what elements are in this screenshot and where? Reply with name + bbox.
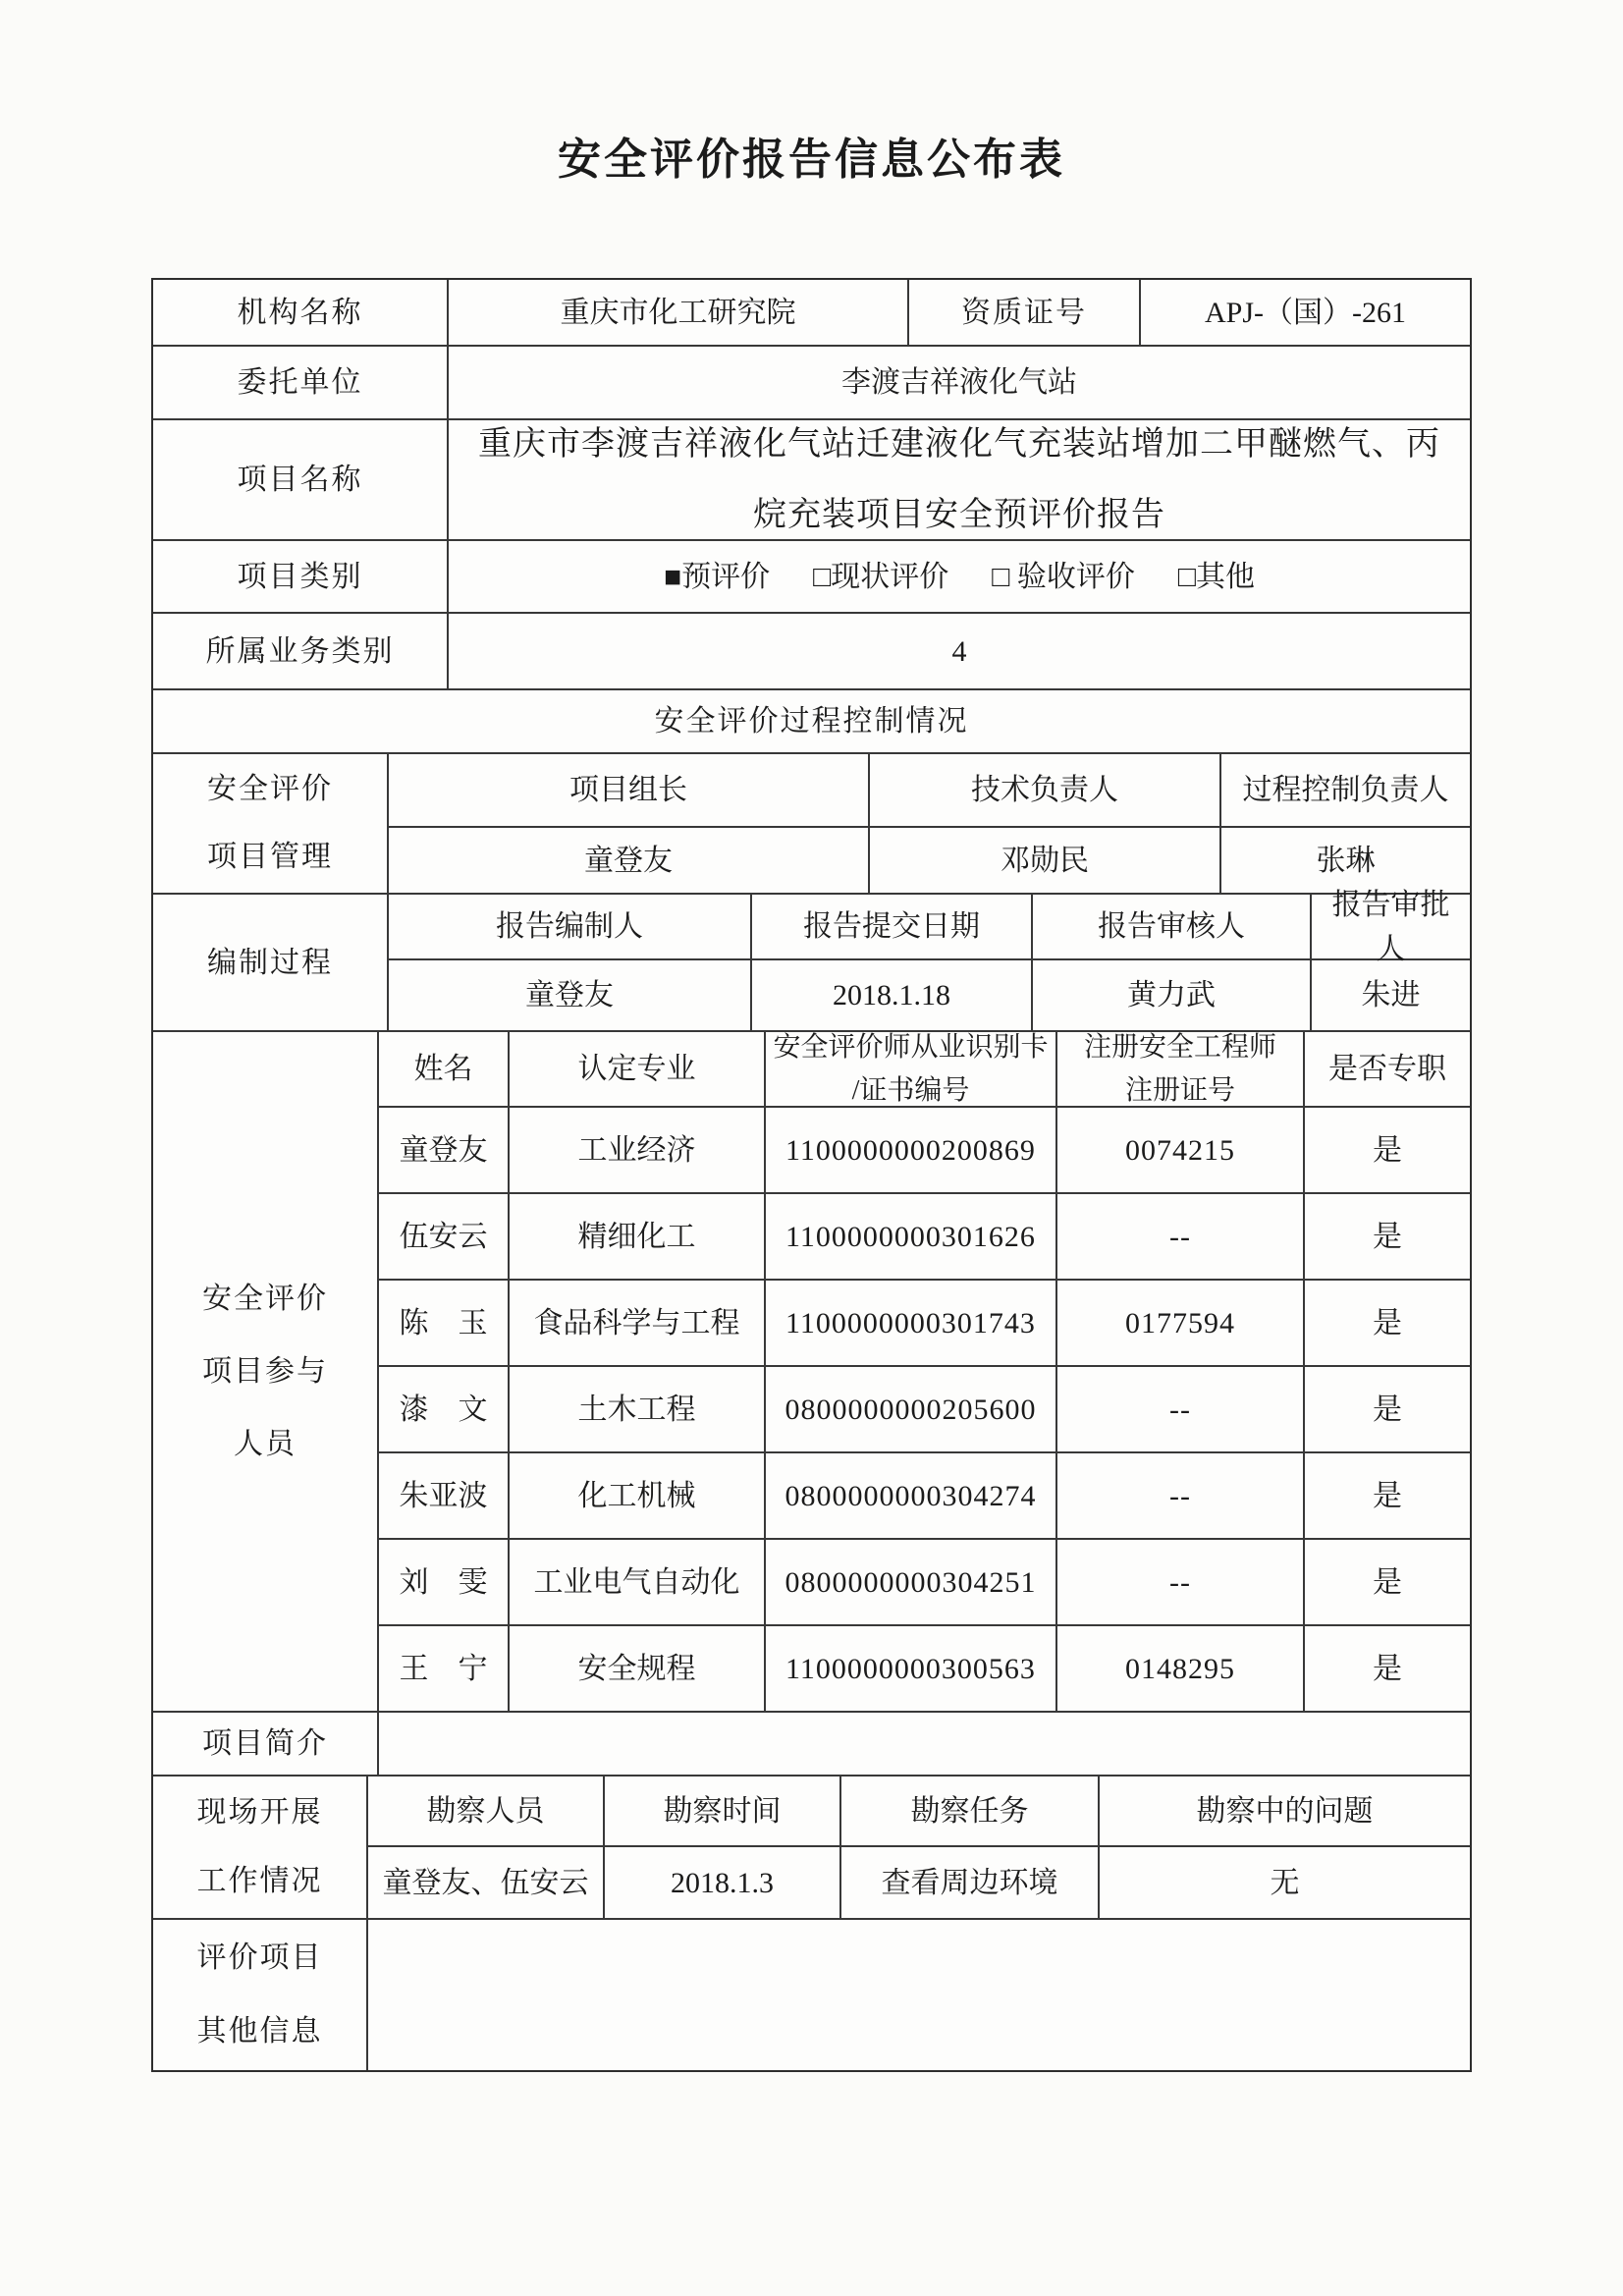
process-control-lead-header: 过程控制负责人 (1221, 754, 1470, 828)
checkbox-option-acceptance-eval: □ 验收评价 (992, 560, 1135, 593)
site-work-header-row (368, 1777, 1470, 1847)
other-info-row (153, 1920, 1470, 2070)
other-info-label: 评价项目 其他信息 (153, 1920, 368, 2070)
col-name-header: 姓名 (379, 1032, 510, 1108)
participant-card-no: 1100000000200869 (766, 1108, 1057, 1194)
org-row (153, 280, 1470, 347)
participant-row (379, 1108, 1470, 1194)
participant-row (379, 1281, 1470, 1367)
site-work-value-row (368, 1847, 1470, 1920)
compilation-label: 编制过程 (153, 895, 389, 1032)
management-header-row (389, 754, 1470, 828)
participant-name: 刘 雯 (379, 1540, 510, 1626)
project-name-label: 项目名称 (153, 420, 449, 541)
participants-header-row (379, 1032, 1470, 1108)
participant-major: 工业电气自动化 (510, 1540, 766, 1626)
page-title: 安全评价报告信息公布表 (558, 136, 1065, 184)
survey-issues-header: 勘察中的问题 (1100, 1777, 1470, 1847)
compilation-value-row (389, 960, 1470, 1032)
participant-fulltime: 是 (1305, 1194, 1470, 1281)
submit-date-header: 报告提交日期 (752, 895, 1033, 960)
category-label: 项目类别 (153, 541, 449, 614)
summary-label: 项目简介 (153, 1713, 379, 1777)
survey-task-value: 查看周边环境 (841, 1847, 1100, 1920)
reviewer-value: 黄力武 (1033, 960, 1312, 1032)
tech-lead-value: 邓勋民 (870, 828, 1221, 895)
participant-major: 土木工程 (510, 1367, 766, 1453)
participant-reg-no: -- (1057, 1540, 1305, 1626)
approver-value: 朱进 (1312, 960, 1470, 1032)
participant-fulltime: 是 (1305, 1453, 1470, 1540)
project-name-row (153, 420, 1470, 541)
business-type-row (153, 614, 1470, 690)
checkbox-option-other: □其他 (1177, 560, 1255, 593)
participant-card-no: 0800000000205600 (766, 1367, 1057, 1453)
participant-major: 食品科学与工程 (510, 1281, 766, 1367)
participant-card-no: 1100000000300563 (766, 1626, 1057, 1713)
col-card-header: 安全评价师从业识别卡 /证书编号 (766, 1032, 1057, 1108)
participant-card-no: 1100000000301626 (766, 1194, 1057, 1281)
participant-major: 化工机械 (510, 1453, 766, 1540)
process-control-section-title: 安全评价过程控制情况 (153, 690, 1470, 754)
checkbox-option-pre-eval: ■预评价 (664, 560, 771, 593)
participant-card-no: 1100000000301743 (766, 1281, 1057, 1367)
report-author-header: 报告编制人 (389, 895, 752, 960)
approver-header: 报告审批人 (1312, 895, 1470, 960)
participant-reg-no: -- (1057, 1367, 1305, 1453)
summary-row (153, 1713, 1470, 1777)
site-work-section (153, 1777, 1470, 1920)
col-fulltime-header: 是否专职 (1305, 1032, 1470, 1108)
site-work-label: 现场开展 工作情况 (153, 1777, 368, 1920)
participant-fulltime: 是 (1305, 1367, 1470, 1453)
col-reg-header: 注册安全工程师 注册证号 (1057, 1032, 1305, 1108)
participants-section (153, 1032, 1470, 1713)
participant-major: 工业经济 (510, 1108, 766, 1194)
project-name-value: 重庆市李渡吉祥液化气站迁建液化气充装站增加二甲醚燃气、丙烷充装项目安全预评价报告 (449, 420, 1470, 541)
participant-name: 童登友 (379, 1108, 510, 1194)
participant-name: 王 宁 (379, 1626, 510, 1713)
participant-major: 精细化工 (510, 1194, 766, 1281)
tech-lead-header: 技术负责人 (870, 754, 1221, 828)
other-info-value (368, 1920, 1470, 2070)
management-section (153, 754, 1470, 895)
survey-time-header: 勘察时间 (605, 1777, 841, 1847)
cert-no-label: 资质证号 (909, 280, 1141, 347)
business-type-label: 所属业务类别 (153, 614, 449, 690)
management-label: 安全评价 项目管理 (153, 754, 389, 895)
participant-reg-no: 0074215 (1057, 1108, 1305, 1194)
participant-fulltime: 是 (1305, 1626, 1470, 1713)
process-control-header-row (153, 690, 1470, 754)
org-name-label: 机构名称 (153, 280, 449, 347)
survey-time-value: 2018.1.3 (605, 1847, 841, 1920)
reviewer-header: 报告审核人 (1033, 895, 1312, 960)
category-options (449, 541, 1470, 614)
survey-issues-value: 无 (1100, 1847, 1470, 1920)
participant-reg-no: -- (1057, 1194, 1305, 1281)
business-type-value: 4 (449, 614, 1470, 690)
participant-name: 朱亚波 (379, 1453, 510, 1540)
participant-fulltime: 是 (1305, 1281, 1470, 1367)
checkbox-option-status-eval: □现状评价 (813, 560, 949, 593)
compilation-header-row (389, 888, 1470, 965)
participant-card-no: 0800000000304251 (766, 1540, 1057, 1626)
report-author-value: 童登友 (389, 960, 752, 1032)
participant-row (379, 1453, 1470, 1540)
participant-fulltime: 是 (1305, 1108, 1470, 1194)
compilation-section (153, 888, 1470, 1032)
participant-name: 陈 玉 (379, 1281, 510, 1367)
participant-reg-no: 0148295 (1057, 1626, 1305, 1713)
management-value-row (389, 828, 1470, 895)
project-leader-header: 项目组长 (389, 754, 870, 828)
survey-staff-header: 勘察人员 (368, 1777, 605, 1847)
participant-reg-no: -- (1057, 1453, 1305, 1540)
summary-value (379, 1713, 1470, 1777)
participant-row (379, 1194, 1470, 1281)
survey-task-header: 勘察任务 (841, 1777, 1100, 1847)
participant-row (379, 1367, 1470, 1453)
participant-fulltime: 是 (1305, 1540, 1470, 1626)
report-table (151, 278, 1472, 2072)
participants-label: 安全评价 项目参与 人员 (153, 1032, 379, 1713)
client-label: 委托单位 (153, 347, 449, 420)
category-row (153, 541, 1470, 614)
col-major-header: 认定专业 (510, 1032, 766, 1108)
survey-staff-value: 童登友、伍安云 (368, 1847, 605, 1920)
client-value: 李渡吉祥液化气站 (449, 347, 1470, 420)
submit-date-value: 2018.1.18 (752, 960, 1033, 1032)
participant-row (379, 1626, 1470, 1713)
participant-reg-no: 0177594 (1057, 1281, 1305, 1367)
cert-no-value: APJ-（国）-261 (1141, 280, 1470, 347)
participant-name: 漆 文 (379, 1367, 510, 1453)
participant-major: 安全规程 (510, 1626, 766, 1713)
participant-name: 伍安云 (379, 1194, 510, 1281)
project-leader-value: 童登友 (389, 828, 870, 895)
process-control-lead-value: 张琳 (1221, 828, 1470, 895)
org-name-value: 重庆市化工研究院 (449, 280, 909, 347)
participant-card-no: 0800000000304274 (766, 1453, 1057, 1540)
participant-row (379, 1540, 1470, 1626)
